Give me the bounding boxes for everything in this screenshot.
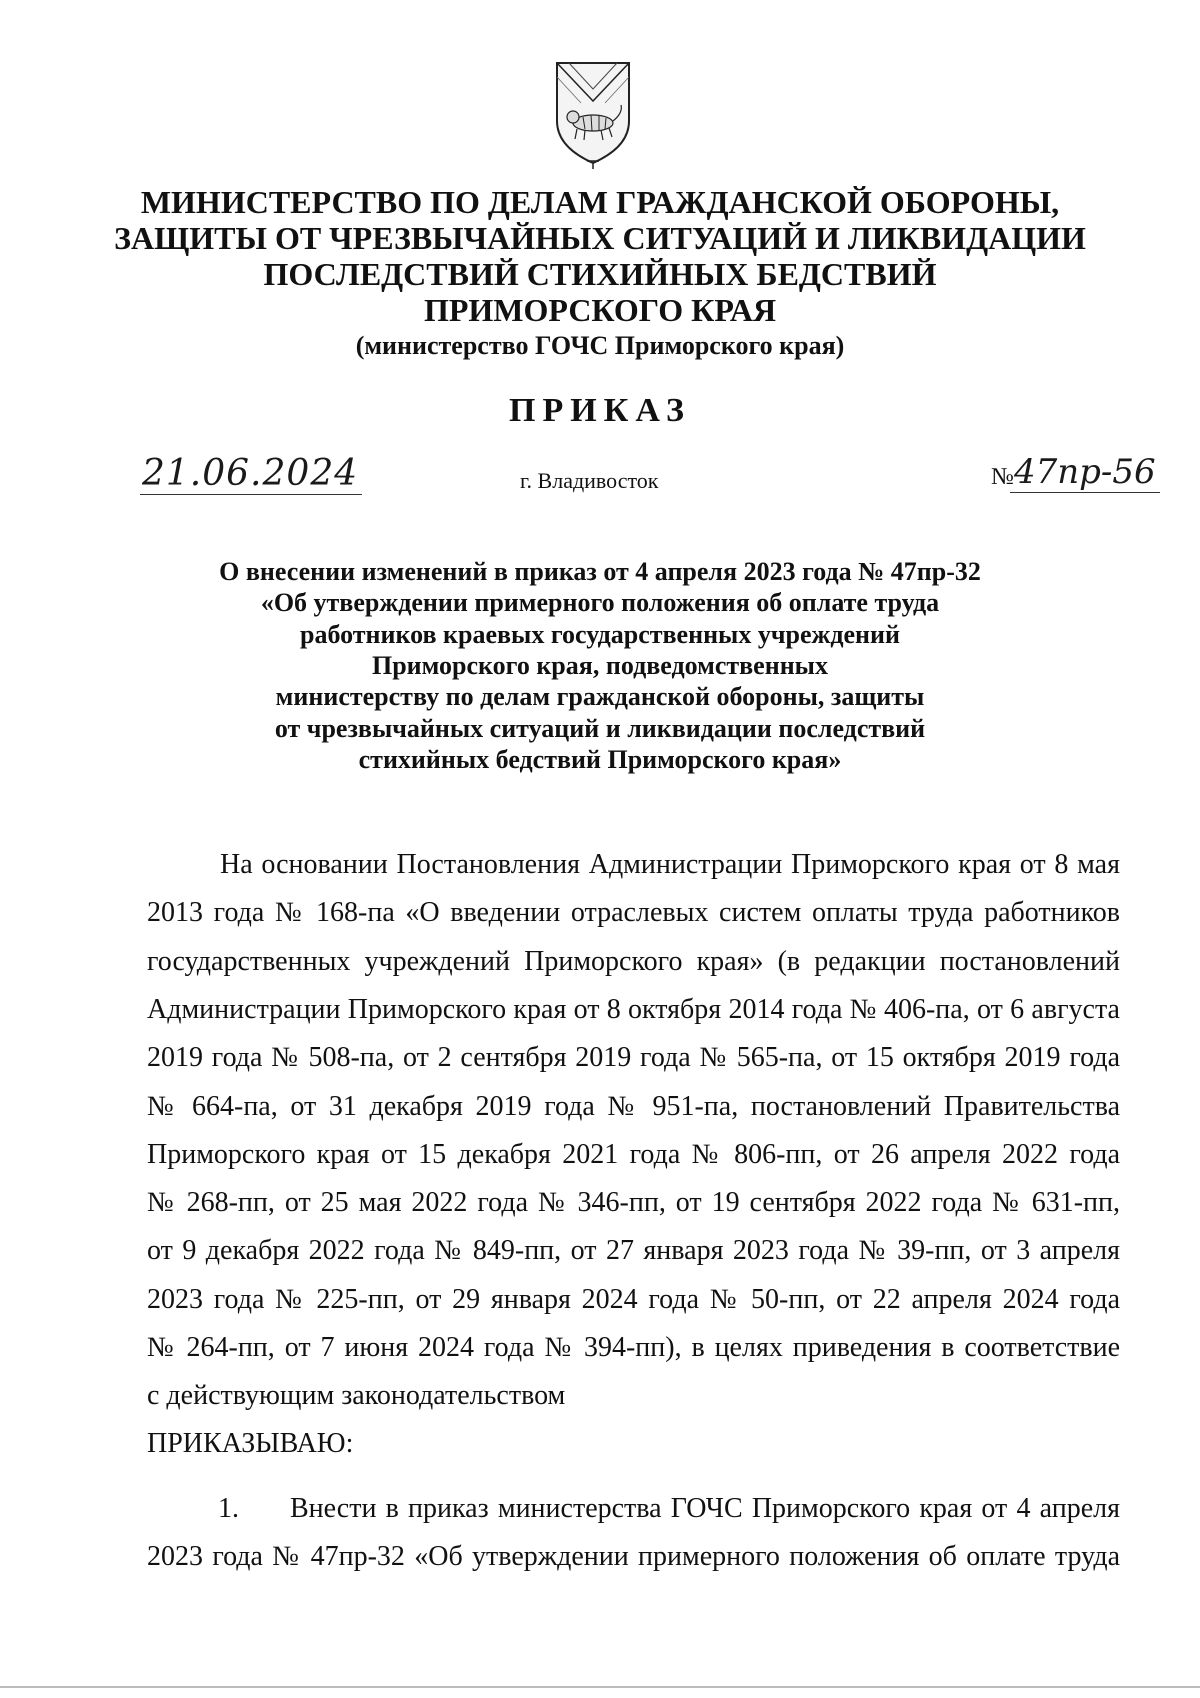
subject-line: «Об утверждении примерного положения об оплате труда	[260, 588, 940, 618]
subject-line: работников краевых государственных учреждений	[300, 619, 900, 649]
preamble-line: от 9 декабря 2022 года № 849-пп, от 27 января 2023 года № 39-пп, от 3 апреля	[147, 1235, 1120, 1267]
preamble-line: № 664-па, от 31 декабря 2019 года № 951-па, постановлений Правительства	[147, 1090, 1120, 1122]
preamble-line: На основании Постановления Администрации Приморского края от 8 мая	[220, 849, 1120, 880]
item-number: 1.	[218, 1493, 239, 1524]
preamble-line: Приморского края от 15 декабря 2021 года № 806-пп, от 26 апреля 2022 года	[147, 1138, 1120, 1170]
preamble-line: № 268-пп, от 25 мая 2022 года № 346-пп, от 19 сентября 2022 года № 631-пп,	[147, 1187, 1120, 1219]
preamble-line: 2019 года № 508-па, от 2 сентября 2019 года № 565-па, от 15 октября 2019 года	[147, 1042, 1120, 1074]
ministry-name-line: ЗАЩИТЫ ОТ ЧРЕЗВЫЧАЙНЫХ СИТУАЦИЙ И ЛИКВИДАЦИИ	[114, 220, 1086, 256]
page-bottom-edge	[0, 1686, 1200, 1688]
preamble-line: государственных учреждений Приморского края» (в редакции постановлений	[147, 945, 1120, 977]
preamble-line: 2013 года № 168-па «О введении отраслевых систем оплаты труда работников	[147, 897, 1120, 929]
preamble-line: № 264-пп, от 7 июня 2024 года № 394-пп), в целях приведения в соответствие	[147, 1332, 1120, 1363]
order-date: 21.06.2024	[140, 453, 362, 495]
item-text-line: 2023 года № 47пр-32 «Об утверждении примерного положения об оплате труда	[147, 1541, 1120, 1572]
order-number-label: №	[991, 464, 1014, 490]
coat-of-arms-icon	[551, 55, 635, 171]
subject-line: Приморского края, подведомственных	[372, 650, 828, 680]
order-number: 47пр-56	[1010, 452, 1160, 493]
preamble-line: с действующим законодательством	[147, 1380, 566, 1412]
subject-line: О внесении изменений в приказ от 4 апреля 2023 года № 47пр-32	[219, 557, 981, 586]
ministry-name-line: ПОСЛЕДСТВИЙ СТИХИЙНЫХ БЕДСТВИЙ	[263, 256, 937, 292]
ministry-short-name: (министерство ГОЧС Приморского края)	[355, 331, 845, 360]
ministry-name-line: ПРИМОРСКОГО КРАЯ	[423, 292, 777, 328]
preamble-line: 2023 года № 225-пп, от 29 января 2024 года № 50-пп, от 22 апреля 2024 года	[147, 1283, 1120, 1315]
item-text-line: Внести в приказ министерства ГОЧС Приморского края от 4 апреля	[290, 1493, 1120, 1524]
subject-line: от чрезвычайных ситуаций и ликвидации последствий	[274, 713, 926, 743]
document-title: ПРИКАЗ	[509, 392, 691, 429]
order-city: г. Владивосток	[520, 468, 659, 493]
subject-line: министерству по делам гражданской обороны, защиты	[275, 682, 925, 712]
ministry-name-line: МИНИСТЕРСТВО ПО ДЕЛАМ ГРАЖДАНСКОЙ ОБОРОНЫ,	[140, 184, 1060, 220]
order-directive-word: ПРИКАЗЫВАЮ:	[147, 1428, 354, 1459]
preamble-line: Администрации Приморского края от 8 октября 2014 года № 406-па, от 6 августа	[147, 993, 1120, 1025]
subject-line: стихийных бедствий Приморского края»	[358, 744, 842, 774]
